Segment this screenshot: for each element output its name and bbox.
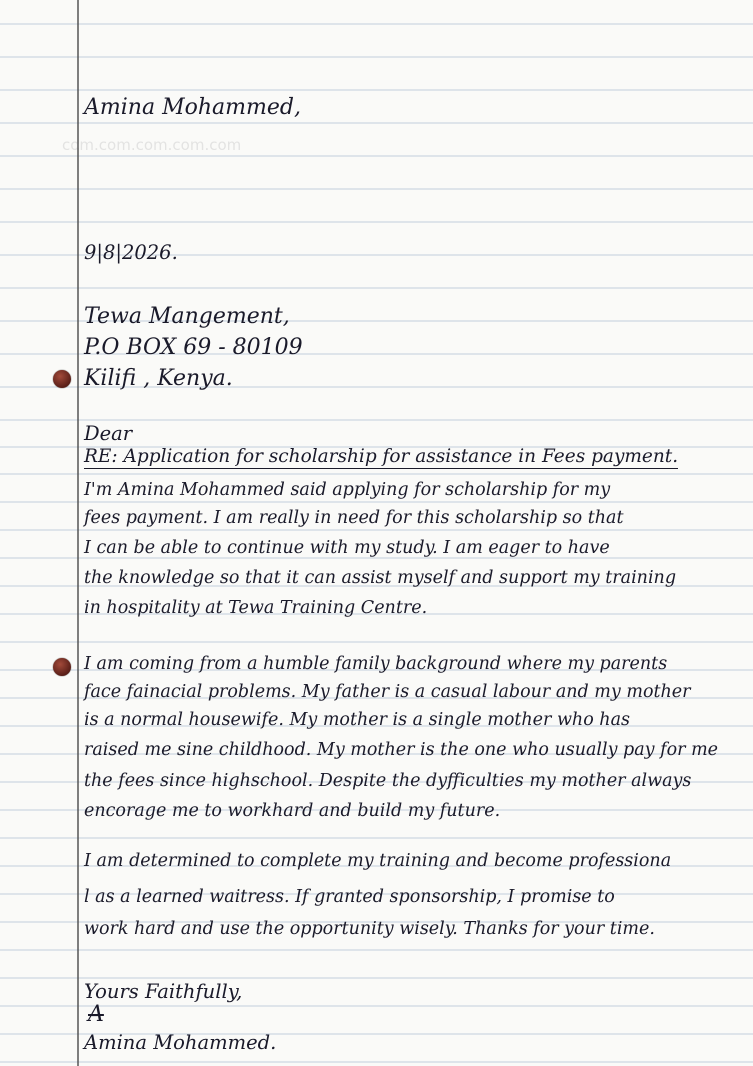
paragraph-1-line: I'm Amina Mohammed said applying for scholarship for my [84,480,611,500]
paragraph-2-line: face fainacial problems. My father is a casual labour and my mother [84,682,691,702]
signoff-name: Amina Mohammed. [84,1031,277,1054]
signature: A [88,1002,104,1027]
paragraph-1-line: the knowledge so that it can assist myself and support my training [84,568,677,588]
paragraph-1-line: fees payment. I am really in need for this scholarship so that [84,508,624,528]
letter-date: 9|8|2026. [84,241,178,264]
sender-name: Amina Mohammed, [84,95,301,120]
subject-line: RE: Application for scholarship for assistance in Fees payment. [84,446,679,467]
binder-hole-icon [53,658,71,676]
recipient-line-3: Kilifi , Kenya. [84,366,233,391]
paragraph-1-line: I can be able to continue with my study. I am eager to have [84,538,610,558]
binder-hole-icon [53,370,71,388]
paragraph-3-line: I am determined to complete my training and become professiona [84,851,672,871]
paragraph-2-line: raised me sine childhood. My mother is the one who usually pay for me [84,740,719,760]
paragraph-1-line: in hospitality at Tewa Training Centre. [84,598,428,618]
paragraph-3-line: work hard and use the opportunity wisely. Thanks for your time. [84,919,655,939]
paragraph-2-line: the fees since highschool. Despite the dyfficulties my mother always [84,771,692,791]
recipient-line-2: P.O BOX 69 - 80109 [84,335,303,360]
paragraph-2-line: encorage me to workhard and build my future. [84,801,501,821]
paragraph-3-line: l as a learned waitress. If granted sponsorship, I promise to [84,887,615,907]
salutation: Dear [84,422,133,445]
bleed-through-text: com.com.com.com.com [62,136,242,154]
paragraph-2-line: is a normal housewife. My mother is a single mother who has [84,710,630,730]
paragraph-2-line: I am coming from a humble family background where my parents [84,654,668,674]
recipient-line-1: Tewa Mangement, [84,304,290,329]
closing: Yours Faithfully, [84,980,243,1003]
